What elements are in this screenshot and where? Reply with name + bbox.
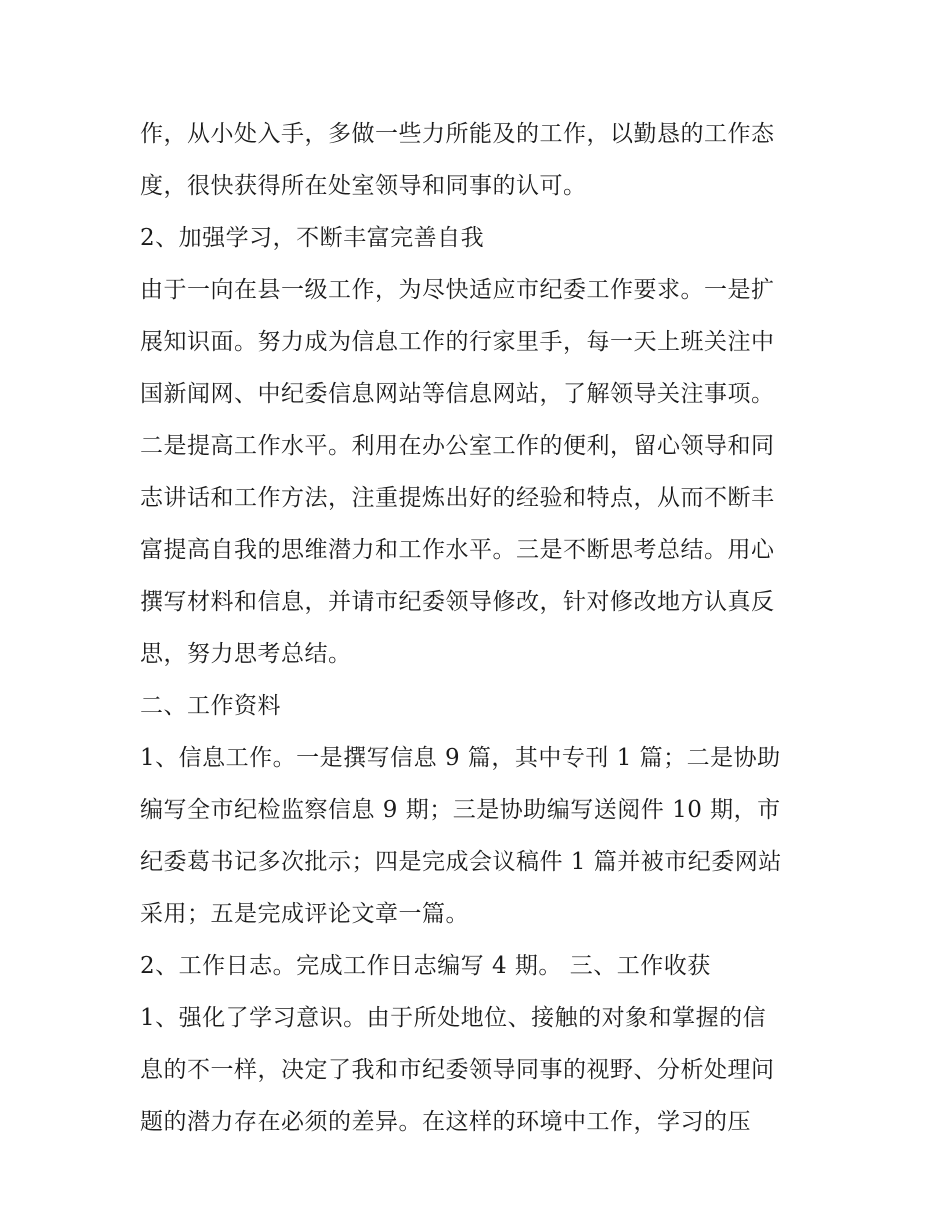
text-line: 编写全市纪检监察信息 9 期；三是协助编写送阅件 10 期，市: [140, 797, 781, 823]
text-line: 题的潜力存在必须的差异。在这样的环境中工作，学习的压: [140, 1109, 751, 1135]
text-line: 作，从小处入手，多做一些力所能及的工作，以勤恳的工作态: [140, 121, 775, 147]
document-body: [140, 108, 830, 1148]
text-line: 1、信息工作。一是撰写信息 9 篇，其中专刊 1 篇；二是协助: [140, 745, 781, 771]
text-line: 富提高自我的思维潜力和工作水平。三是不断思考总结。用心: [140, 537, 775, 563]
section-heading: 2、加强学习，不断丰富完善自我: [140, 225, 485, 251]
text-line: 由于一向在县一级工作，为尽快适应市纪委工作要求。一是扩: [140, 277, 775, 303]
text-line: 思，努力思考总结。: [140, 641, 352, 667]
text-line: 志讲话和工作方法，注重提炼出好的经验和特点，从而不断丰: [140, 485, 775, 511]
text-line: 展知识面。努力成为信息工作的行家里手，每一天上班关注中: [140, 329, 775, 355]
text-line: 度，很快获得所在处室领导和同事的认可。: [140, 173, 587, 199]
section-heading: 二、工作资料: [140, 693, 281, 719]
text-line: 1、强化了学习意识。由于所处地位、接触的对象和掌握的信: [140, 1005, 767, 1031]
text-line: 采用；五是完成评论文章一篇。: [140, 901, 469, 927]
text-line: 息的不一样，决定了我和市纪委领导同事的视野、分析处理问: [140, 1057, 775, 1083]
text-line: 撰写材料和信息，并请市纪委领导修改，针对修改地方认真反: [140, 589, 775, 615]
text-line: 纪委葛书记多次批示；四是完成会议稿件 1 篇并被市纪委网站: [140, 849, 782, 875]
text-line: 二是提高工作水平。利用在办公室工作的便利，留心领导和同: [140, 433, 775, 459]
text-line: 2、工作日志。完成工作日志编写 4 期。 三、工作收获: [140, 953, 711, 979]
text-line: 国新闻网、中纪委信息网站等信息网站，了解领导关注事项。: [140, 381, 775, 407]
